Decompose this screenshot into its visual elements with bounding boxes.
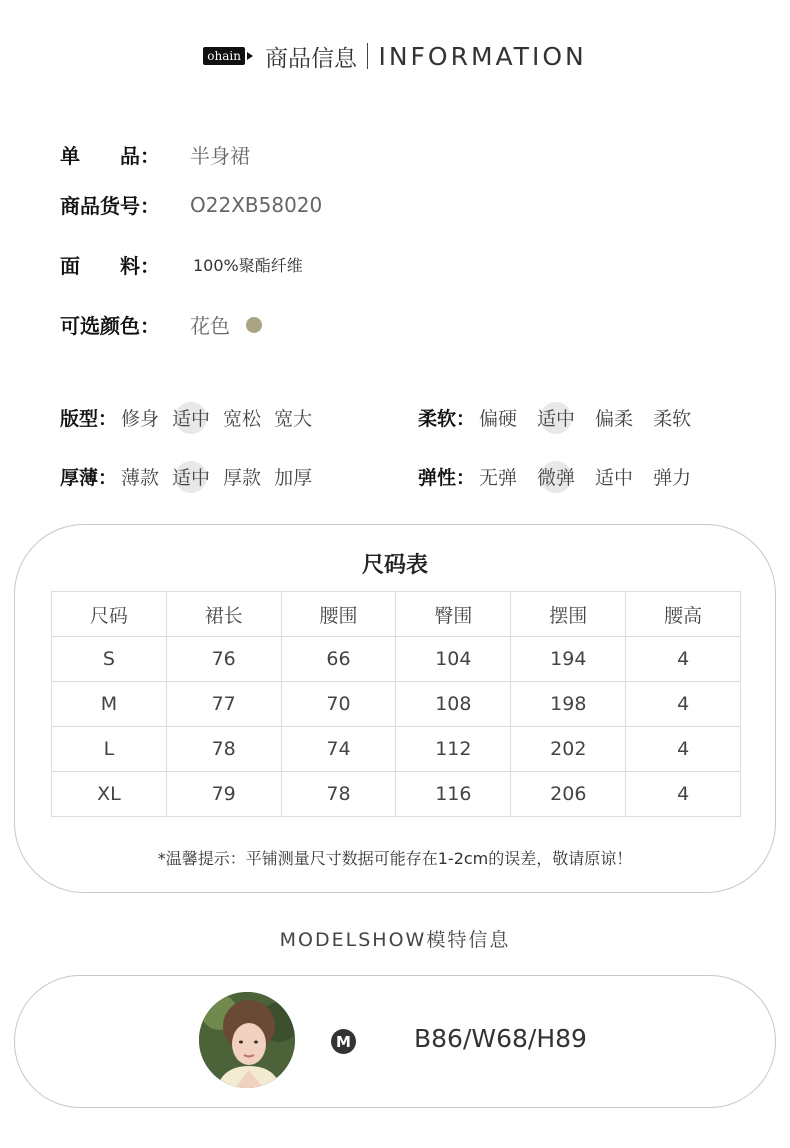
table-row <box>52 682 741 727</box>
table-cell: 104 <box>396 637 511 682</box>
header-title-en: INFORMATION <box>378 41 587 71</box>
attr-thickness-option-selected: 适中 <box>172 463 210 490</box>
table-row <box>52 727 741 772</box>
table-header-row <box>52 592 741 637</box>
color-swatch[interactable] <box>246 317 262 333</box>
table-cell: 4 <box>626 727 741 772</box>
color-label: 可选颜色： <box>60 314 160 338</box>
attr-softness-label: 柔软： <box>418 408 476 430</box>
attr-fit-option: 宽松 <box>223 408 262 430</box>
attr-elasticity-option: 弹力 <box>653 467 692 489</box>
table-cell: M <box>52 682 167 727</box>
table-cell: 4 <box>626 637 741 682</box>
table-header-cell: 摆围 <box>511 592 626 637</box>
attr-softness-option: 柔软 <box>653 408 692 430</box>
sku-label: 商品货号： <box>60 194 160 218</box>
fabric-label: 面 料： <box>60 254 160 278</box>
table-cell: 198 <box>511 682 626 727</box>
attr-thickness <box>60 463 312 490</box>
table-cell: 108 <box>396 682 511 727</box>
model-avatar <box>199 992 295 1088</box>
info-row-sku <box>60 190 322 219</box>
attr-thickness-label: 厚薄： <box>60 467 118 489</box>
table-cell: 112 <box>396 727 511 772</box>
table-cell: 116 <box>396 772 511 817</box>
size-chart-title: 尺码表 <box>361 553 428 578</box>
color-value: 花色 <box>190 314 230 338</box>
attr-fit-option: 修身 <box>121 408 160 430</box>
table-header-cell: 臀围 <box>396 592 511 637</box>
page-header <box>0 38 790 74</box>
table-cell: L <box>52 727 167 772</box>
header-divider <box>367 43 369 69</box>
model-card <box>14 975 776 1108</box>
table-cell: 202 <box>511 727 626 772</box>
table-row <box>52 772 741 817</box>
table-cell: 66 <box>281 637 396 682</box>
size-chart-table <box>51 591 741 817</box>
item-value: 半身裙 <box>190 144 250 168</box>
table-cell: 74 <box>281 727 396 772</box>
table-cell: 76 <box>166 637 281 682</box>
attr-thickness-option: 加厚 <box>274 467 313 489</box>
table-header-cell: 腰围 <box>281 592 396 637</box>
fabric-value: 100%聚酯纤维 <box>193 256 303 275</box>
attr-elasticity-label: 弹性： <box>418 467 476 489</box>
attr-elasticity-option-selected: 微弹 <box>537 463 575 490</box>
attr-fit-option-selected: 适中 <box>172 404 210 431</box>
model-section-title: MODELSHOW模特信息 <box>279 929 511 951</box>
table-header-cell: 尺码 <box>52 592 167 637</box>
brand-logo <box>203 47 253 65</box>
table-row <box>52 637 741 682</box>
table-cell: 78 <box>281 772 396 817</box>
info-row-color <box>60 310 262 339</box>
table-cell: S <box>52 637 167 682</box>
attr-thickness-option: 厚款 <box>223 467 262 489</box>
attr-thickness-option: 薄款 <box>121 467 160 489</box>
model-photo-icon <box>199 992 295 1088</box>
attr-softness-option: 偏柔 <box>595 408 634 430</box>
table-cell: 4 <box>626 772 741 817</box>
table-cell: 77 <box>166 682 281 727</box>
table-cell: 206 <box>511 772 626 817</box>
attr-elasticity-option: 适中 <box>595 467 634 489</box>
model-size-badge: M <box>331 1029 356 1054</box>
info-row-fabric <box>60 250 303 279</box>
header-title-cn: 商品信息 <box>264 45 357 72</box>
table-cell: 4 <box>626 682 741 727</box>
attr-fit-label: 版型： <box>60 408 118 430</box>
attr-fit <box>60 404 312 431</box>
table-cell: 70 <box>281 682 396 727</box>
sku-value: O22XB58020 <box>190 192 323 217</box>
play-arrow-icon <box>247 52 253 60</box>
brand-logo-text: ohain <box>203 47 245 65</box>
info-row-item <box>60 140 250 169</box>
table-cell: 194 <box>511 637 626 682</box>
attr-softness-option: 偏硬 <box>479 408 518 430</box>
attr-softness-option-selected: 适中 <box>537 404 575 431</box>
model-measurements: B86/W68/H89 <box>414 1024 587 1053</box>
attr-elasticity <box>418 463 691 490</box>
attr-fit-option: 宽大 <box>274 408 313 430</box>
table-cell: 79 <box>166 772 281 817</box>
item-label: 单 品： <box>60 144 160 168</box>
table-header-cell: 裙长 <box>166 592 281 637</box>
attr-elasticity-option: 无弹 <box>479 467 518 489</box>
attr-softness <box>418 404 691 431</box>
table-cell: XL <box>52 772 167 817</box>
measurement-note: *温馨提示：平铺测量尺寸数据可能存在1-2cm的误差，敬请原谅！ <box>157 849 633 868</box>
table-cell: 78 <box>166 727 281 772</box>
table-header-cell: 腰高 <box>626 592 741 637</box>
